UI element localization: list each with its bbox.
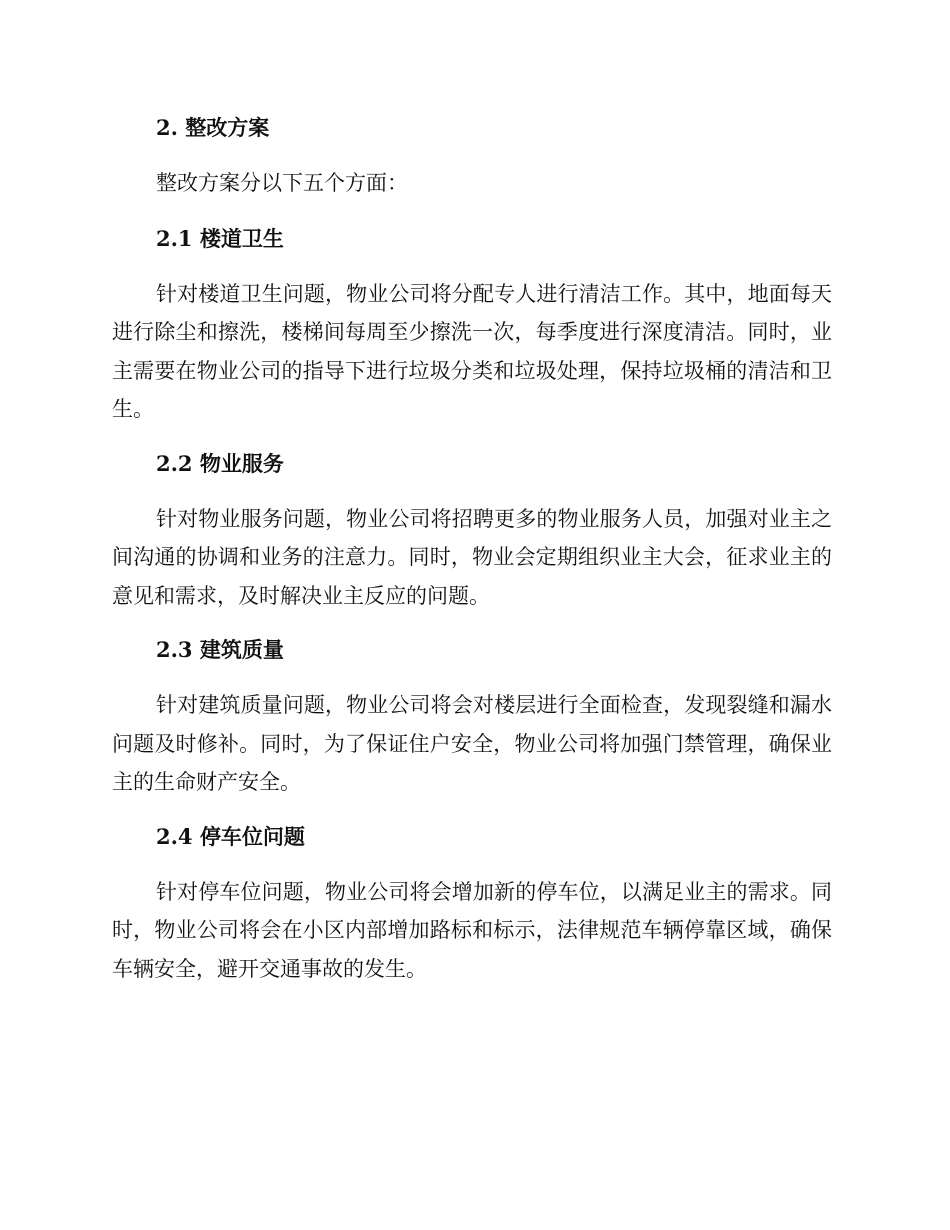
subsection-title-hallway-hygiene: 2.1 楼道卫生 xyxy=(156,225,284,251)
subsection-title-parking: 2.4 停车位问题 xyxy=(156,823,305,849)
subsection-body-parking: 针对停车位问题，物业公司将会增加新的停车位，以满足业主的需求。同时，物业公司将会在小区内部增加路标和标示，法律规范车辆停靠区域，确保车辆安全，避开交通事故的发生。 xyxy=(112,879,832,981)
section-title: 2. 整改方案 xyxy=(156,115,270,140)
document-body xyxy=(112,109,832,988)
subsection-title-property-service: 2.2 物业服务 xyxy=(156,450,284,476)
section-intro: 整改方案分以下五个方面： xyxy=(156,171,408,195)
subsection-body-property-service: 针对物业服务问题，物业公司将招聘更多的物业服务人员，加强对业主之间沟通的协调和业务的注意力。同时，物业会定期组织业主大会，征求业主的意见和需求，及时解决业主反应的问题。 xyxy=(112,506,832,608)
subsection-title-building-quality: 2.3 建筑质量 xyxy=(156,637,284,662)
subsection-body-hallway-hygiene: 针对楼道卫生问题，物业公司将分配专人进行清洁工作。其中，地面每天进行除尘和擦洗，楼梯间每周至少擦洗一次，每季度进行深度清洁。同时，业主需要在物业公司的指导下进行垃圾分类和垃圾处理，保持垃圾桶的清洁和卫生。 xyxy=(112,281,832,421)
subsection-body-building-quality: 针对建筑质量问题，物业公司将会对楼层进行全面检查，发现裂缝和漏水问题及时修补。同时，为了保证住户安全，物业公司将加强门禁管理，确保业主的生命财产安全。 xyxy=(112,693,832,794)
